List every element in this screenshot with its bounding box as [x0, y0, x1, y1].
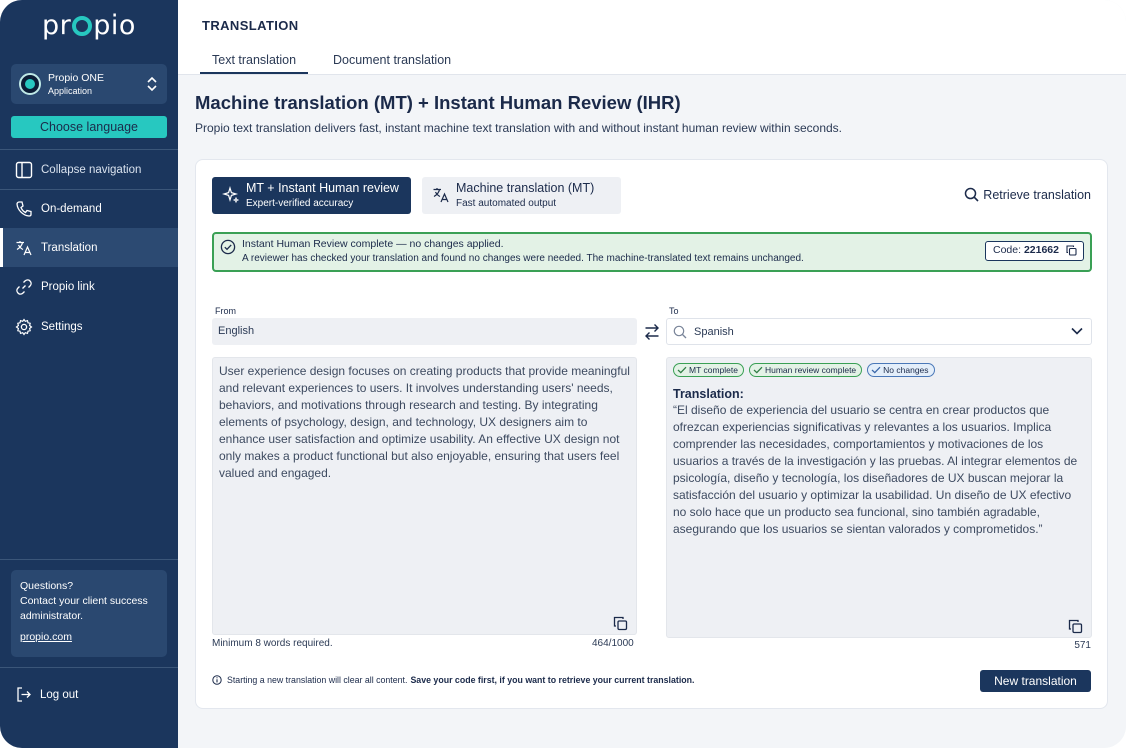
app-icon — [19, 73, 41, 95]
output-char-count: 571 — [1074, 640, 1091, 651]
collapse-navigation-label: Collapse navigation — [41, 163, 142, 176]
info-icon — [212, 675, 222, 685]
check-icon — [753, 366, 763, 374]
source-text: User experience design focuses on creating products that provide meaningful and relevant experiences to users. It involves understanding users' needs, behaviors, and motivations through research and testing. By integrating elements of psychology, design, and technology, UX designers aim to enhance user satisfaction and optimize usability. An effective UX design not only makes a product functional but also enjoyable, ensuring that users feel valued and engaged. — [219, 364, 630, 480]
copy-icon[interactable] — [1068, 619, 1083, 634]
status-badge-label: MT complete — [689, 365, 738, 375]
app-name: Propio ONE — [48, 72, 105, 84]
footer-note — [212, 675, 694, 685]
tab-text-translation[interactable]: Text translation — [200, 53, 308, 74]
alert-body: A reviewer has checked your translation and found no changes were needed. The machine-translated text remains unchanged. — [242, 253, 804, 264]
translate-icon — [432, 186, 450, 204]
divider — [0, 667, 178, 668]
sidebar — [0, 0, 178, 748]
to-label: To — [669, 306, 679, 316]
search-icon — [964, 187, 979, 202]
gear-icon — [15, 318, 33, 336]
tab-document-translation[interactable]: Document translation — [333, 53, 452, 67]
logout-button[interactable] — [15, 686, 78, 703]
page-description: Propio text translation delivers fast, instant machine text translation with and without instant human review within seconds. — [195, 121, 842, 135]
code-value: 221662 — [1023, 244, 1059, 256]
alert-title: Instant Human Review complete — no changes applied. — [242, 238, 504, 250]
retrieve-translation-button[interactable] — [964, 187, 1091, 202]
page-section-title: TRANSLATION — [202, 18, 299, 33]
app-switcher[interactable] — [11, 64, 167, 104]
status-badge-label: No changes — [883, 365, 929, 375]
translation-label: Translation: — [673, 387, 744, 401]
link-icon — [15, 278, 33, 296]
source-char-count: 464/1000 — [592, 638, 634, 649]
collapse-navigation-button[interactable] — [0, 150, 178, 189]
to-language-value: Spanish — [694, 326, 734, 338]
code-label: Code: — [993, 244, 1022, 256]
help-box — [11, 570, 167, 657]
sidebar-item-label: Settings — [41, 320, 83, 333]
swap-languages-icon[interactable] — [644, 323, 660, 341]
translation-text: “El diseño de experiencia del usuario se centra en crear productos que ofrezcan experiencias significativas y relevantes a los usuarios. Implica comprender las necesidades, comportamientos y motivaciones de los usuarios a través de la investigación y las pruebas. Al integrar elementos de psicología, diseño y tecnología, los diseñadores de UX buscan mejorar la satisfacción del usuario y optimizar la usabilidad. Un diseño de UX efectivo no solo hace que un producto sea funcional, sino también agradable, asegurando que los usuarios se sientan valorados y comprometidos.” — [673, 403, 1078, 536]
sidebar-item-label: On-demand — [41, 202, 102, 215]
main-content — [178, 0, 1126, 748]
sidebar-item-on-demand[interactable] — [0, 189, 178, 228]
sidebar-item-settings[interactable] — [0, 307, 178, 346]
status-badge-label: Human review complete — [764, 365, 857, 375]
status-badge — [673, 363, 744, 377]
status-badge — [749, 363, 862, 377]
search-icon — [673, 325, 687, 339]
status-chips — [673, 363, 1085, 377]
sidebar-item-label: Propio link — [41, 280, 95, 293]
help-title: Questions? — [20, 580, 74, 592]
from-language-field[interactable]: English — [212, 318, 637, 345]
footer-note-bold: Save your code first, if you want to retrieve your current translation. — [410, 675, 695, 685]
translation-output-area — [666, 357, 1092, 638]
chevron-down-icon — [1071, 327, 1083, 335]
review-complete-alert — [212, 232, 1092, 272]
translation-card — [195, 159, 1108, 709]
from-label: From — [215, 306, 236, 316]
mode-ihr-title: MT + Instant Human review — [246, 181, 399, 195]
sidebar-item-propio-link[interactable] — [0, 267, 178, 306]
check-icon — [871, 366, 881, 374]
choose-language-button[interactable]: Choose language — [11, 116, 167, 138]
page-title: Machine translation (MT) + Instant Human Review (IHR) — [195, 92, 681, 113]
divider — [0, 559, 178, 560]
check-circle-icon — [220, 239, 236, 255]
help-text: Contact your client success administrator. — [20, 595, 148, 622]
mode-ihr-button[interactable] — [212, 177, 411, 214]
translate-icon — [15, 239, 33, 257]
logout-icon — [15, 686, 32, 703]
top-bar — [178, 0, 1126, 75]
mode-mt-button[interactable] — [422, 177, 621, 214]
code-badge[interactable] — [985, 241, 1084, 261]
mode-mt-subtitle: Fast automated output — [456, 198, 557, 209]
sidebar-item-translation[interactable] — [0, 228, 178, 267]
mode-ihr-subtitle: Expert-verified accuracy — [246, 198, 354, 209]
chevron-updown-icon — [146, 74, 158, 94]
mode-mt-title: Machine translation (MT) — [456, 181, 595, 195]
logout-label: Log out — [40, 688, 79, 701]
copy-icon — [1066, 245, 1077, 256]
status-badge — [867, 363, 934, 377]
footer-note-text: Starting a new translation will clear all content. — [227, 675, 408, 685]
min-words-hint: Minimum 8 words required. — [212, 638, 333, 649]
check-icon — [677, 366, 687, 374]
phone-icon — [15, 200, 33, 218]
to-language-select[interactable] — [666, 318, 1092, 345]
sparkle-icon — [222, 186, 240, 204]
propio-logo: pr pio — [42, 10, 136, 41]
sidebar-item-label: Translation — [41, 241, 98, 254]
source-text-area[interactable] — [212, 357, 637, 635]
app-subtitle: Application — [48, 86, 93, 96]
sidebar-panel-icon — [15, 161, 33, 179]
copy-icon[interactable] — [613, 616, 628, 631]
new-translation-button[interactable]: New translation — [980, 670, 1091, 692]
propio-link[interactable]: propio.com — [20, 631, 72, 643]
retrieve-translation-label: Retrieve translation — [983, 187, 1091, 202]
